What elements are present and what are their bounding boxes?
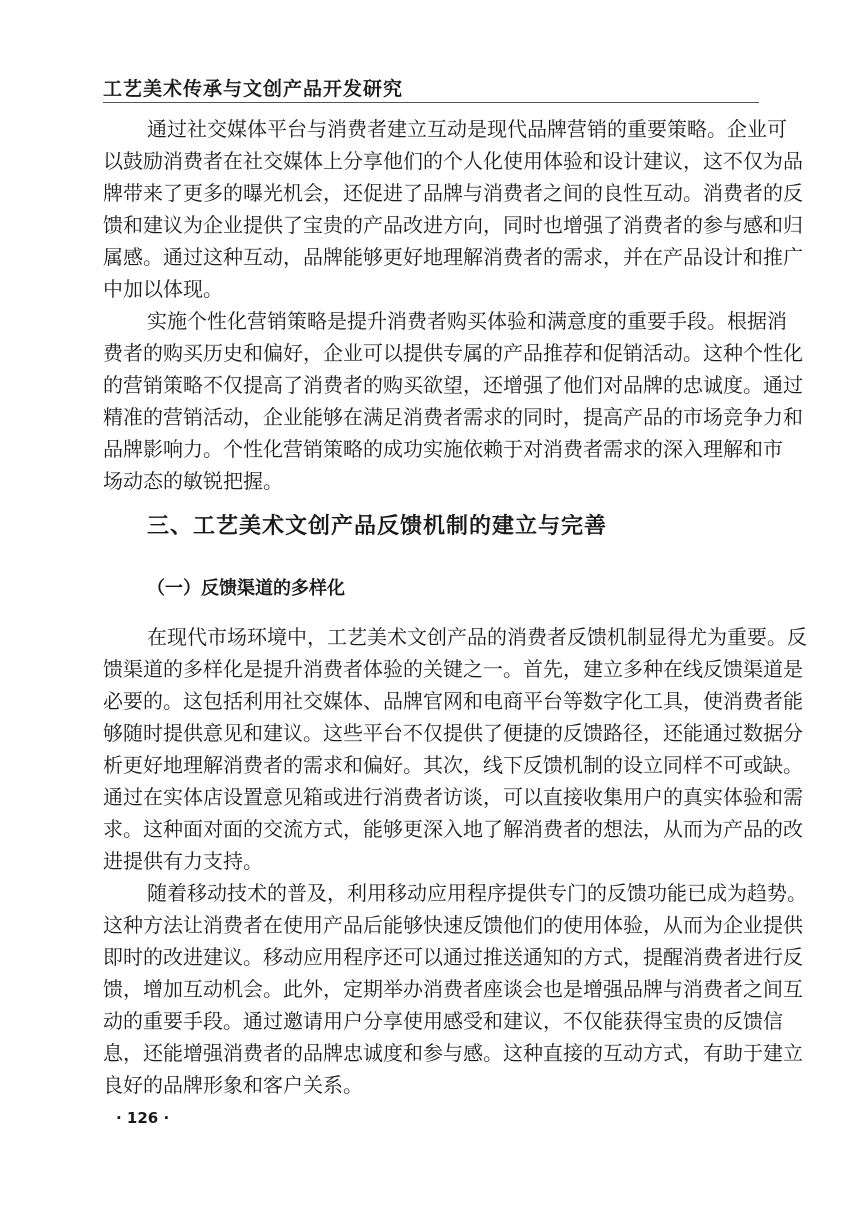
section-heading: 三、工艺美术文创产品反馈机制的建立与完善 xyxy=(147,514,608,539)
text-line: 进提供有力支持。 xyxy=(103,849,263,873)
header-rule xyxy=(103,102,759,103)
text-line: 牌带来了更多的曝光机会，还促进了品牌与消费者之间的良性互动。消费者的反 xyxy=(103,181,803,205)
running-header-title: 工艺美术传承与文创产品开发研究 xyxy=(103,78,404,100)
text-line: 通过在实体店设置意见箱或进行消费者访谈，可以直接收集用户的真实体验和需 xyxy=(103,785,803,809)
text-line: 品牌影响力。个性化营销策略的成功实施依赖于对消费者需求的深入理解和市 xyxy=(103,437,783,461)
text-line: 中加以体现。 xyxy=(103,277,223,301)
text-line: 即时的改进建议。移动应用程序还可以通过推送通知的方式，提醒消费者进行反 xyxy=(103,945,803,969)
text-line: 随着移动技术的普及，利用移动应用程序提供专门的反馈功能已成为趋势。 xyxy=(147,881,807,905)
text-line: 必要的。这包括利用社交媒体、品牌官网和电商平台等数字化工具，使消费者能 xyxy=(103,689,803,713)
text-line: 馈，增加互动机会。此外，定期举办消费者座谈会也是增强品牌与消费者之间互 xyxy=(103,977,803,1001)
text-line: 求。这种面对面的交流方式，能够更深入地了解消费者的想法，从而为产品的改 xyxy=(103,817,803,841)
text-line: 精准的营销活动，企业能够在满足消费者需求的同时，提高产品的市场竞争力和 xyxy=(103,405,803,429)
text-line: 以鼓励消费者在社交媒体上分享他们的个人化使用体验和设计建议，这不仅为品 xyxy=(103,149,803,173)
paragraph xyxy=(103,305,803,497)
text-line: 实施个性化营销策略是提升消费者购买体验和满意度的重要手段。根据消 xyxy=(147,309,787,333)
text-line: 够随时提供意见和建议。这些平台不仅提供了便捷的反馈路径，还能通过数据分 xyxy=(103,721,803,745)
text-line: 属感。通过这种互动，品牌能够更好地理解消费者的需求，并在产品设计和推广 xyxy=(103,245,803,269)
page-body xyxy=(103,113,807,1101)
text-line: 良好的品牌形象和客户关系。 xyxy=(103,1073,363,1097)
text-line: 馈渠道的多样化是提升消费者体验的关键之一。首先，建立多种在线反馈渠道是 xyxy=(103,657,803,681)
text-line: 通过社交媒体平台与消费者建立互动是现代品牌营销的重要策略。企业可 xyxy=(147,117,787,141)
text-line: 这种方法让消费者在使用产品后能够快速反馈他们的使用体验，从而为企业提供 xyxy=(103,913,803,937)
text-line: 息，还能增强消费者的品牌忠诚度和参与感。这种直接的互动方式，有助于建立 xyxy=(103,1041,803,1065)
paragraph xyxy=(103,877,807,1101)
text-line: 在现代市场环境中，工艺美术文创产品的消费者反馈机制显得尤为重要。反 xyxy=(147,625,807,649)
text-line: 析更好地理解消费者的需求和偏好。其次，线下反馈机制的设立同样不可或缺。 xyxy=(103,753,803,777)
paragraph xyxy=(103,621,807,877)
text-line: 馈和建议为企业提供了宝贵的产品改进方向，同时也增强了消费者的参与感和归 xyxy=(103,213,803,237)
text-line: 场动态的敏锐把握。 xyxy=(103,469,283,493)
text-line: 动的重要手段。通过邀请用户分享使用感受和建议，不仅能获得宝贵的反馈信 xyxy=(103,1009,783,1033)
text-line: 的营销策略不仅提高了消费者的购买欲望，还增强了他们对品牌的忠诚度。通过 xyxy=(103,373,803,397)
paragraph xyxy=(103,113,803,305)
text-line: 费者的购买历史和偏好，企业可以提供专属的产品推荐和促销活动。这种个性化 xyxy=(103,341,803,365)
page-number: · 126 · xyxy=(116,1109,170,1127)
subsection-heading: （一）反馈渠道的多样化 xyxy=(147,578,345,599)
